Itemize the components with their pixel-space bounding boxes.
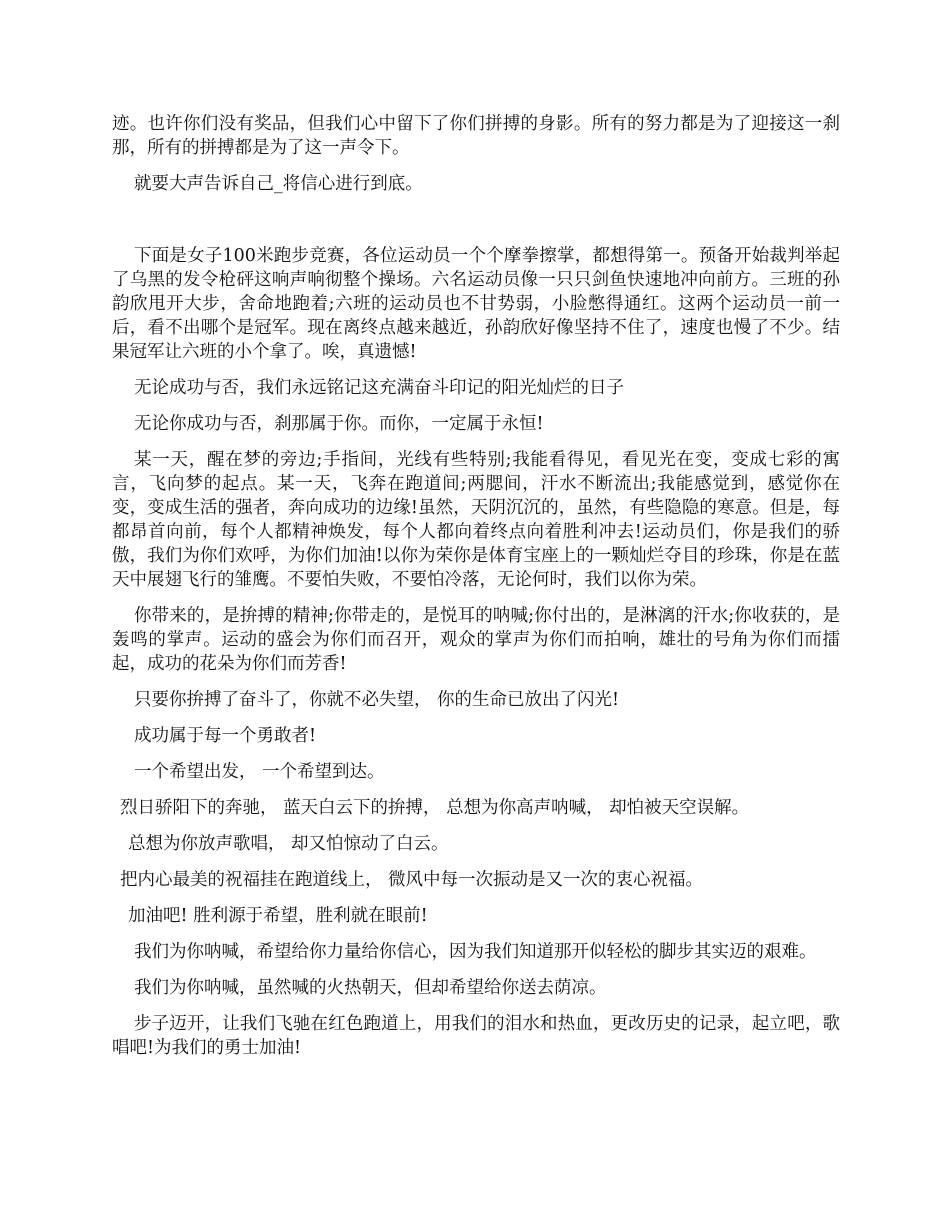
paragraph-12: 总想为你放声歌唱， 却又怕惊动了白云。 bbox=[128, 834, 449, 854]
paragraph-gap bbox=[112, 208, 840, 244]
paragraph-10: 一个希望出发， 一个希望到达。 bbox=[134, 762, 385, 782]
paragraph-1: 迹。也许你们没有奖品，但我们心中留下了你们拼搏的身影。所有的努力都是为了迎接这一刹那，所有的拼搏都是为了这一声令下。 bbox=[112, 114, 840, 158]
paragraph-15: 我们为你呐喊，希望给你力量给你信心，因为我们知道那开似轻松的脚步其实迈的艰难。 bbox=[134, 942, 817, 962]
paragraph-4: 无论成功与否，我们永远铭记这充满奋斗印记的阳光灿烂的日子 bbox=[134, 378, 624, 398]
paragraph-5: 无论你成功与否，刹那属于你。而你，一定属于永恒! bbox=[134, 414, 544, 434]
paragraph-8: 只要你拚搏了奋斗了，你就不必失望， 你的生命已放出了闪光! bbox=[134, 690, 620, 710]
paragraph-3: 下面是女子100米跑步竞赛，各位运动员一个个摩拳擦掌，都想得第一。预备开始裁判举起了乌黑的发令枪砰这响声响彻整个操场。六名运动员像一只只剑鱼快速地冲向前方。三班的孙韵欣甩开大步，舍命地跑着;六班的运动员也不甘势弱，小脸憋得通红。这两个运动员一前一后，看不出哪个是冠军。现在离终点越来越近，孙韵欣好像坚持不住了，速度也慢了不少。结果冠军让六班的小个拿了。唉，真遗憾! bbox=[112, 246, 840, 362]
paragraph-11: 烈日骄阳下的奔驰， 蓝天白云下的拚搏， 总想为你高声呐喊， 却怕被天空误解。 bbox=[120, 798, 750, 818]
paragraph-2: 就要大声告诉自己_将信心进行到底。 bbox=[134, 174, 423, 194]
paragraph-13: 把内心最美的祝福挂在跑道线上， 微风中每一次振动是又一次的衷心祝福。 bbox=[120, 870, 704, 890]
paragraph-16: 我们为你呐喊，虽然喊的火热朝天，但却希望给你送去荫凉。 bbox=[134, 978, 607, 998]
paragraph-17: 步子迈开，让我们飞驰在红色跑道上，用我们的泪水和热血，更改历史的记录，起立吧，歌唱吧!为我们的勇士加油! bbox=[112, 1014, 840, 1058]
paragraph-9: 成功属于每一个勇敢者! bbox=[134, 726, 317, 746]
paragraph-6: 某一天，醒在梦的旁边;手指间，光线有些特别;我能看得见，看见光在变，变成七彩的寓言，飞向梦的起点。某一天，飞奔在跑道间;两腮间，汗水不断流出;我能感觉到，感觉你在变，变成生活的强者，奔向成功的边缘!虽然，天阴沉沉的，虽然，有些隐隐的寒意。但是，每都昂首向前，每个人都精神焕发，每个人都向着终点向着胜利冲去!运动员们，你是我们的骄傲，我们为你们欢呼，为你们加油!以你为荣你是体育宝座上的一颗灿烂夺目的珍珠，你是在蓝天中展翅飞行的雏鹰。不要怕失败，不要怕冷落，无论何时，我们以你为荣。 bbox=[112, 450, 840, 590]
paragraph-14: 加油吧! 胜利源于希望，胜利就在眼前! bbox=[128, 906, 428, 926]
paragraph-7: 你带来的，是拚搏的精神;你带走的，是悦耳的呐喊;你付出的，是淋漓的汗水;你收获的，是轰鸣的掌声。运动的盛会为你们而召开，观众的掌声为你们而拍响，雄壮的号角为你们而擂起，成功的花朵为你们而芳香! bbox=[112, 606, 840, 674]
document-body bbox=[112, 112, 840, 1072]
